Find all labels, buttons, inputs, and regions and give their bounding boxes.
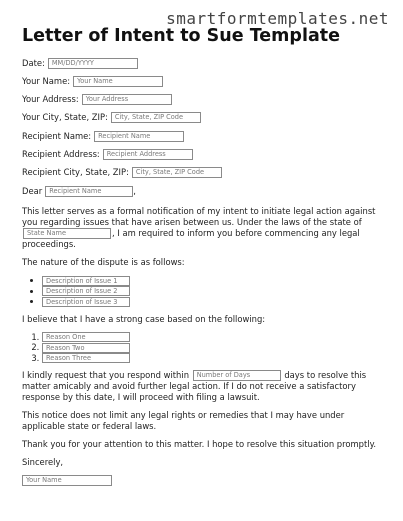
issue-item (42, 286, 384, 297)
your-address-label: Your Address: (22, 94, 79, 105)
your-name-label: Your Name: (22, 75, 71, 86)
your-name-row (22, 75, 384, 87)
your-address-field[interactable]: Your Address (82, 94, 172, 105)
reasons-list (22, 332, 384, 364)
signature-name-field[interactable]: Your Name (22, 475, 112, 486)
your-city-state-zip-row (22, 112, 384, 124)
site-watermark: smartformtemplates.net (166, 9, 389, 28)
your-city-state-zip-label: Your City, State, ZIP: (22, 112, 108, 123)
case-intro: I believe that I have a strong case based on the following: (22, 313, 266, 324)
your-city-state-zip-field[interactable]: City, State, ZIP Code (111, 112, 201, 123)
recipient-city-state-zip-row (22, 167, 384, 179)
reason-field[interactable]: Reason One (42, 332, 130, 342)
issue-item (42, 296, 384, 307)
notice-paragraph: This notice does not limit any legal rights or remedies that I may have under applicable state or federal laws. (22, 410, 345, 432)
recipient-name-field[interactable]: Recipient Name (94, 131, 184, 142)
issue-field[interactable]: Description of Issue 3 (42, 297, 130, 307)
request-text-after: days to resolve this matter amicably and avoid further legal action. If I do not receive a satisfactory response by this date, I will proceed with filing a lawsuit. (22, 370, 367, 403)
thanks-paragraph: Thank you for your attention to this matter. I hope to resolve this situation promptly. (22, 439, 377, 450)
recipient-city-state-zip-label: Recipient City, State, ZIP: (22, 167, 129, 178)
reason-field[interactable]: Reason Three (42, 353, 130, 363)
request-paragraph (22, 370, 384, 403)
reason-item (42, 332, 384, 343)
your-name-field[interactable]: Your Name (73, 76, 163, 87)
intro-text-after: , I am required to inform you before commencing any legal proceedings. (22, 228, 360, 250)
recipient-name-label: Recipient Name: (22, 130, 92, 141)
reason-item (42, 353, 384, 364)
salutation-comma: , (133, 185, 136, 196)
reason-field[interactable]: Reason Two (42, 343, 130, 353)
recipient-address-row (22, 148, 384, 160)
request-text: I kindly request that you respond within (22, 370, 190, 381)
state-name-field[interactable]: State Name (23, 228, 111, 239)
issue-field[interactable]: Description of Issue 1 (42, 276, 130, 286)
closing-text: Sincerely, (22, 457, 64, 468)
date-label: Date: (22, 57, 45, 68)
reason-item (42, 342, 384, 353)
recipient-address-label: Recipient Address: (22, 148, 100, 159)
issues-list (22, 275, 384, 307)
issue-item (42, 275, 384, 286)
number-of-days-field[interactable]: Number of Days (193, 370, 281, 381)
intro-paragraph (22, 206, 384, 250)
issue-field[interactable]: Description of Issue 2 (42, 286, 130, 296)
page-title: Letter of Intent to Sue Template (22, 26, 340, 46)
salutation-label: Dear (22, 185, 43, 196)
date-field[interactable]: MM/DD/YYYY (48, 58, 138, 69)
your-address-row (22, 94, 384, 106)
recipient-name-row (22, 130, 384, 142)
recipient-city-state-zip-field[interactable]: City, State, ZIP Code (132, 167, 222, 178)
header-fields (22, 57, 384, 179)
letter-body (22, 57, 384, 486)
dispute-intro: The nature of the dispute is as follows: (22, 257, 185, 268)
date-row (22, 57, 384, 69)
salutation-row (22, 185, 384, 197)
intro-text: This letter serves as a formal notification of my intent to initiate legal action against you regarding issues that have arisen between us. Under the laws of the state of (22, 206, 376, 228)
signature-row (22, 475, 384, 486)
recipient-name-field[interactable]: Recipient Name (45, 186, 133, 197)
recipient-address-field[interactable]: Recipient Address (103, 149, 193, 160)
